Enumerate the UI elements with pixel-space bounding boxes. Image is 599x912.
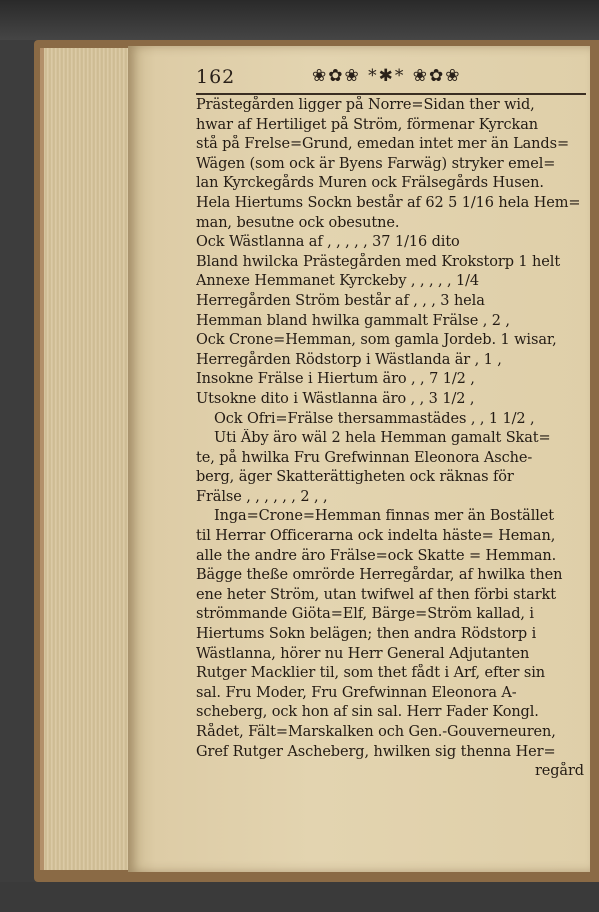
text-line: Hela Hiertums Sockn består af 62 5 1/16 hela Hem=	[196, 194, 581, 211]
text-line: Herregården Ström består af , , , 3 hela	[196, 292, 485, 309]
text-line: Prästegården ligger på Norre=Sidan ther wid,	[196, 97, 535, 113]
text-line: hwar af Hertiliget på Ström, förmenar Kyrckan	[196, 116, 538, 133]
text-line: Ock Ofri=Frälse thersammastädes , , 1 1/2 ,	[214, 410, 535, 427]
catchword: regård	[534, 763, 584, 780]
text-line: Utsokne dito i Wästlanna äro , , 3 1/2 ,	[196, 390, 475, 407]
text-line: Wägen (som ock är Byens Farwäg) stryker emel=	[196, 155, 556, 172]
text-line: Uti Äby äro wäl 2 hela Hemman gamalt Skat=	[214, 430, 551, 447]
text-line: man, besutne ock obesutne.	[196, 214, 400, 231]
text-line: Hemman bland hwilka gammalt Frälse , 2 ,	[196, 312, 510, 329]
text-line: sal. Fru Moder, Fru Grefwinnan Eleonora A-	[196, 684, 517, 701]
background-top	[0, 0, 599, 40]
text-line: Gref Rutger Ascheberg, hwilken sig thenna Her=	[196, 743, 556, 760]
text-line: Frälse , , , , , , 2 , ,	[196, 488, 328, 505]
text-line: te, på hwilka Fru Grefwinnan Eleonora Asche-	[196, 449, 533, 466]
page-edges	[40, 48, 136, 870]
text-line: ene heter Ström, utan twifwel af then förbi starkt	[196, 586, 556, 603]
text-line: Ock Crone=Hemman, som gamla Jordeb. 1 wisar,	[196, 332, 557, 349]
text-line: Herregården Rödstorp i Wästlanda är , 1 ,	[196, 351, 502, 368]
text-line: alle the andre äro Frälse=ock Skatte = Hemman.	[196, 547, 557, 564]
page-number: 162	[196, 66, 236, 88]
text-line: Insokne Frälse i Hiertum äro , , 7 1/2 ,	[196, 371, 475, 388]
header-rule	[196, 93, 586, 95]
text-line: Rutger Macklier til, som thet fådt i Arf, efter sin	[196, 665, 545, 682]
text-line: Annexe Hemmanet Kyrckeby , , , , , 1/4	[196, 273, 480, 290]
text-line: Bland hwilcka Prästegården med Krokstorp 1 helt	[196, 253, 561, 270]
body-text	[196, 96, 592, 782]
text-line: berg, äger Skatterättigheten ock räknas för	[196, 469, 514, 486]
text-line: Wästlanna, hörer nu Herr General Adjutanten	[196, 645, 530, 662]
text-line: stå på Frelse=Grund, emedan intet mer än Lands=	[196, 136, 569, 153]
background-bottom	[0, 882, 599, 912]
text-line: Hiertums Sokn belägen; then andra Rödstorp i	[196, 626, 537, 643]
header-ornament: ❀✿❀ *✱* ❀✿❀	[312, 66, 462, 86]
page-header	[196, 66, 586, 94]
text-line: scheberg, ock hon af sin sal. Herr Fader Kongl.	[196, 704, 539, 721]
text-line: Ock Wästlanna af , , , , , 37 1/16 dito	[196, 234, 460, 251]
text-line: Bägge theße omrörde Herregårdar, af hwilka then	[196, 567, 563, 584]
text-line: til Herrar Officerarna ock indelta häste= Heman,	[196, 528, 556, 545]
text-line: lan Kyrckegårds Muren ock Frälsegårds Husen.	[196, 175, 544, 192]
text-line: strömmande Giöta=Elf, Bärge=Ström kallad, i	[196, 606, 534, 623]
text-line: Rådet, Fält=Marskalken och Gen.-Gouverneuren,	[196, 724, 556, 740]
text-line: Inga=Crone=Hemman finnas mer än Bostället	[214, 508, 555, 525]
